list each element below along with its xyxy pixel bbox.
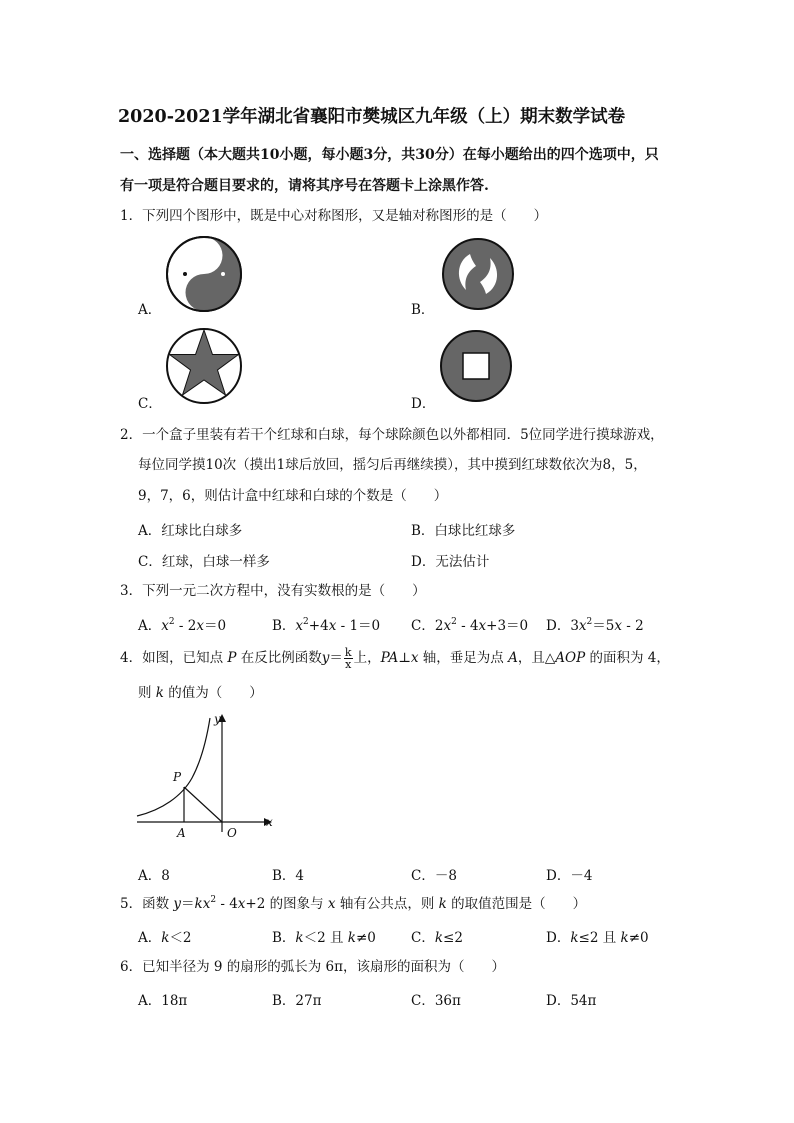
q3-stem: 3．下列一元二次方程中，没有实数根的是（ ） [120, 583, 426, 599]
q5-option-d: D．k≤2 且 k≠0 [546, 930, 649, 946]
q4-stem-line2: 则 k 的值为（ ） [138, 685, 263, 701]
q6-stem: 6．已知半径为 9 的扇形的弧长为 6π，该扇形的面积为（ ） [120, 959, 506, 975]
q6-option-b: B．27π [272, 993, 322, 1009]
q1-label-a: A． [138, 302, 162, 318]
section-heading-line2: 有一项是符合题目要求的，请将其序号在答题卡上涂黑作答. [120, 178, 489, 194]
graph-a-label: A [177, 826, 186, 840]
q5-option-b: B．k＜2 且 k≠0 [272, 930, 376, 946]
coin-figure [438, 328, 514, 404]
crescent-figure [440, 236, 516, 312]
q4-option-c: C．－8 [411, 868, 457, 884]
q3-option-b: B．$x^2+4x - 1=0$ [272, 617, 381, 634]
q3-option-d: D．$3x^2=5x - 2$ [546, 617, 644, 634]
q4-graph [132, 708, 282, 838]
q6-option-d: D．54π [546, 993, 597, 1009]
q6-option-c: C．36π [411, 993, 461, 1009]
graph-p-label: P [173, 770, 182, 784]
page-title: 2020-2021学年湖北省襄阳市樊城区九年级（上）期末数学试卷 [118, 107, 626, 127]
q1-label-c: C． [138, 396, 162, 412]
q2-option-c: C．红球，白球一样多 [138, 554, 270, 570]
q4-stem-line1: 4．如图，已知点 P 在反比例函数y＝ $\frac{k}{x}$ 上，PA⊥x 轴，垂足为点 A，且△AOP 的面积为 4， [120, 646, 670, 671]
q4-option-b: B．4 [272, 868, 305, 884]
q1-label-d: D． [411, 396, 436, 412]
fraction-k-over-x: $\frac{k}{x}$ [344, 646, 352, 671]
q4-option-a: A．8 [138, 868, 170, 884]
graph-o-label: O [227, 826, 237, 840]
q5-stem: 5．函数 $y=kx^2 - 4x+2$ 的图象与 x 轴有公共点，则 k 的取值范围是（ ） [120, 895, 587, 912]
q4-option-d: D．－4 [546, 868, 593, 884]
star-figure [164, 326, 244, 406]
q2-stem-line2: 每位同学摸10次（摸出1球后放回，摇匀后再继续摸），其中摸到红球数依次为8，5， [138, 457, 647, 473]
graph-x-label: x [266, 815, 273, 829]
section-heading-line1: 一、选择题（本大题共10小题，每小题3分，共30分）在每小题给出的四个选项中，只 [120, 147, 659, 163]
q2-stem-line1: 2．一个盒子里装有若干个红球和白球，每个球除颜色以外都相同．5位同学进行摸球游戏， [120, 427, 664, 443]
q2-option-d: D．无法估计 [411, 554, 490, 570]
q3-option-a: A．$x^2 - 2x=0$ [138, 617, 227, 634]
q5-option-c: C．k≤2 [411, 930, 463, 946]
q1-label-b: B． [411, 302, 435, 318]
yin-yang-figure [164, 234, 244, 314]
q2-option-b: B．白球比红球多 [411, 523, 516, 539]
q5-option-a: A．k＜2 [138, 930, 192, 946]
q1-stem: 1．下列四个图形中，既是中心对称图形，又是轴对称图形的是（ ） [120, 208, 548, 224]
q3-option-c: C．$2x^2 - 4x+3=0$ [411, 617, 529, 634]
graph-y-label: y [214, 712, 221, 726]
q2-stem-line3: 9，7，6，则估计盒中红球和白球的个数是（ ） [138, 488, 448, 504]
q6-option-a: A．18π [138, 993, 188, 1009]
q2-option-a: A．红球比白球多 [138, 523, 243, 539]
